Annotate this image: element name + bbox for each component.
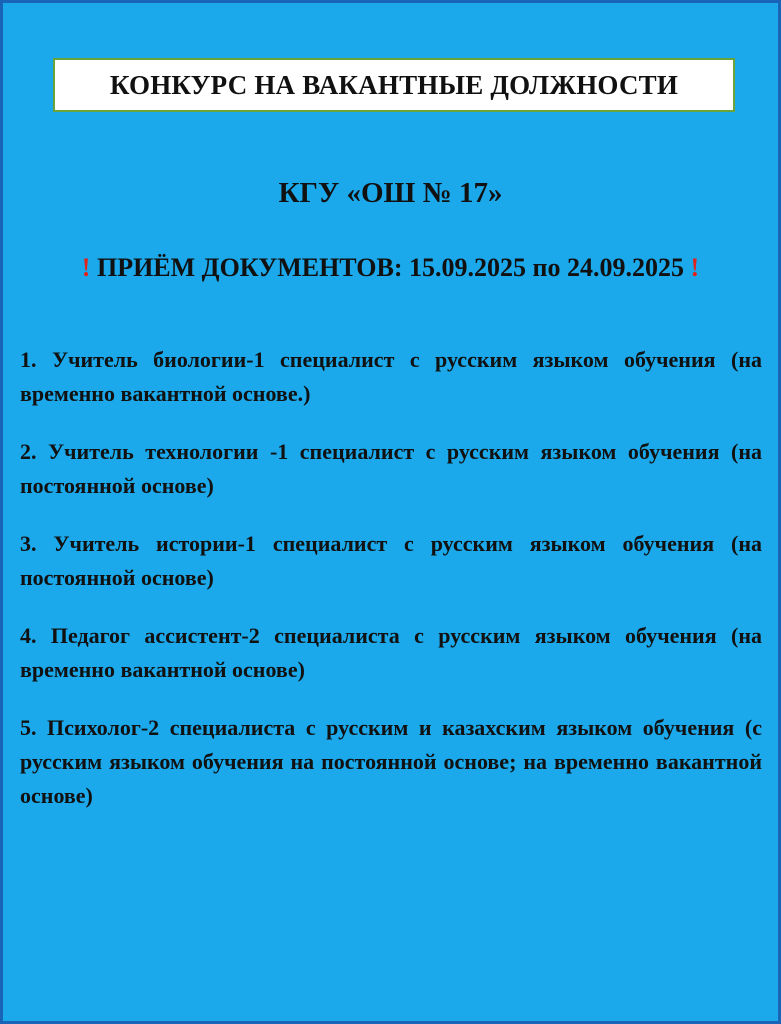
vacancy-list bbox=[20, 343, 762, 837]
organization-name: КГУ «ОШ № 17» bbox=[278, 177, 503, 209]
vacancy-poster bbox=[3, 3, 778, 1021]
poster-title: КОНКУРС НА ВАКАНТНЫЕ ДОЛЖНОСТИ bbox=[109, 69, 679, 100]
vacancy-item: 5. Психолог-2 специалиста с русским и казахским языком обучения (с русским языком обучения на постоянной основе; на временно вакантной основе) bbox=[20, 715, 762, 808]
vacancy-item: 2. Учитель технологии -1 специалист с русским языком обучения (на постоянной основе) bbox=[20, 439, 762, 498]
acceptance-dates-text: ПРИЁМ ДОКУМЕНТОВ: 15.09.2025 по 24.09.2025 bbox=[90, 253, 691, 282]
document-acceptance-period bbox=[3, 253, 778, 283]
vacancy-item: 1. Учитель биологии-1 специалист с русским языком обучения (на временно вакантной основе.) bbox=[20, 347, 762, 406]
exclamation-mark-right: ! bbox=[690, 253, 700, 282]
vacancy-item: 4. Педагог ассистент-2 специалиста с русским языком обучения (на временно вакантной основе) bbox=[20, 623, 762, 682]
title-box bbox=[53, 58, 735, 112]
vacancy-item: 3. Учитель истории-1 специалист с русским языком обучения (на постоянной основе) bbox=[20, 531, 762, 590]
exclamation-mark-left: ! bbox=[81, 253, 91, 282]
